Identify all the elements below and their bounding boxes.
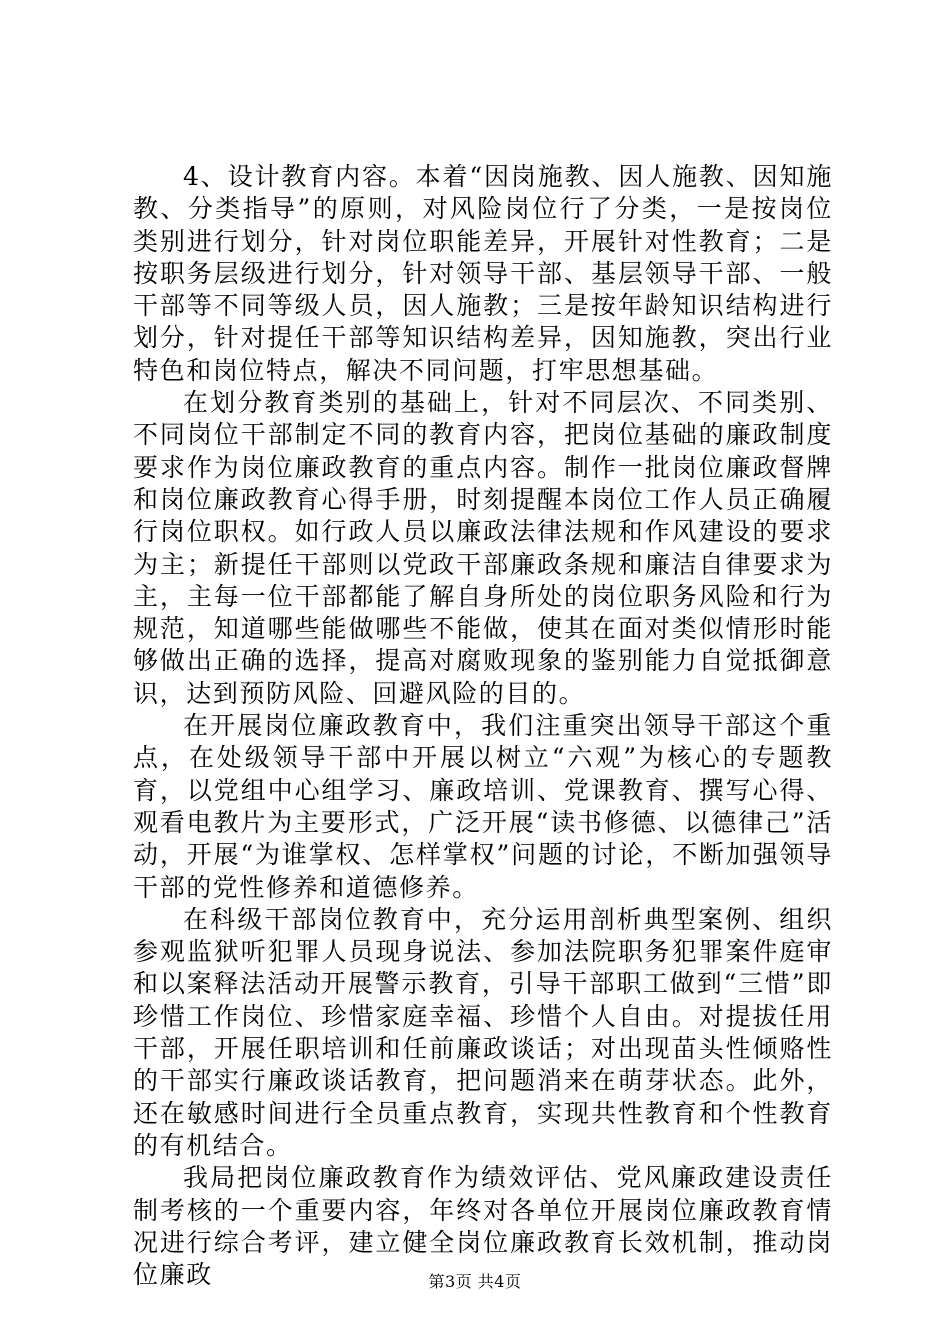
paragraph-education-categories: 在划分教育类别的基础上，针对不同层次、不同类别、不同岗位干部制定不同的教育内容，把岗位基础的廉政制度要求作为岗位廉政教育的重点内容。制作一批岗位廉政督牌和岗位廉政教育心得手册，时刻提醒本岗位工作人员正确履行岗位职权。如行政人员以廉政法律法规和作风建设的要求为主；新提任干部则以党政干部廉政条规和廉洁自律要求为主，主每一位干部都能了解自身所处的岗位职务风险和行为规范，知道哪些能做哪些不能做，使其在面对类似情形时能够做出正确的选择，提高对腐败现象的鉴别能力自觉抵御意识，达到预防风险、回避风险的目的。 (133, 388, 833, 708)
paragraph-education-content: 4、设计教育内容。本着“因岗施教、因人施教、因知施教、分类指导”的原则，对风险岗位行了分类，一是按岗位类别进行划分，针对岗位职能差异，开展针对性教育；二是按职务层级进行划分，针对领导干部、基层领导干部、一般干部等不同等级人员，因人施教；三是按年龄知识结构进行划分，针对提任干部等知识结构差异，因知施教，突出行业特色和岗位特点，解决不同问题，打牢思想基础。 (133, 162, 833, 385)
paragraph-assessment: 我局把岗位廉政教育作为绩效评估、党风廉政建设责任制考核的一个重要内容，年终对各单位开展岗位廉政教育情况进行综合考评，建立健全岗位廉政教育长效机制，推动岗位廉政 (133, 1163, 833, 1290)
document-body (133, 161, 833, 1291)
paragraph-section-cadre-education: 在科级干部岗位教育中，充分运用剖析典型案例、组织参观监狱听犯罪人员现身说法、参加法院职务犯罪案件庭审和以案释法活动开展警示教育，引导干部职工做到“三惜”即珍惜工作岗位、珍惜家庭幸福、珍惜个人自由。对提拔任用干部，开展任职培训和任前廉政谈话；对出现苗头性倾赂性的干部实行廉政谈话教育，把问题消来在萌芽状态。此外，还在敏感时间进行全员重点教育，实现共性教育和个性教育的有机结合。 (133, 904, 833, 1160)
page-number-footer: 第3页 共4页 (428, 1272, 522, 1291)
paragraph-leadership-education: 在开展岗位廉政教育中，我们注重突出领导干部这个重点，在处级领导干部中开展以树立“六观”为核心的专题教育，以党组中心组学习、廉政培训、党课教育、撰写心得、观看电教片为主要形式，广泛开展“读书修德、以德律己”活动，开展“为谁掌权、怎样掌权”问题的讨论，不断加强领导干部的党性修养和道德修养。 (133, 711, 833, 902)
